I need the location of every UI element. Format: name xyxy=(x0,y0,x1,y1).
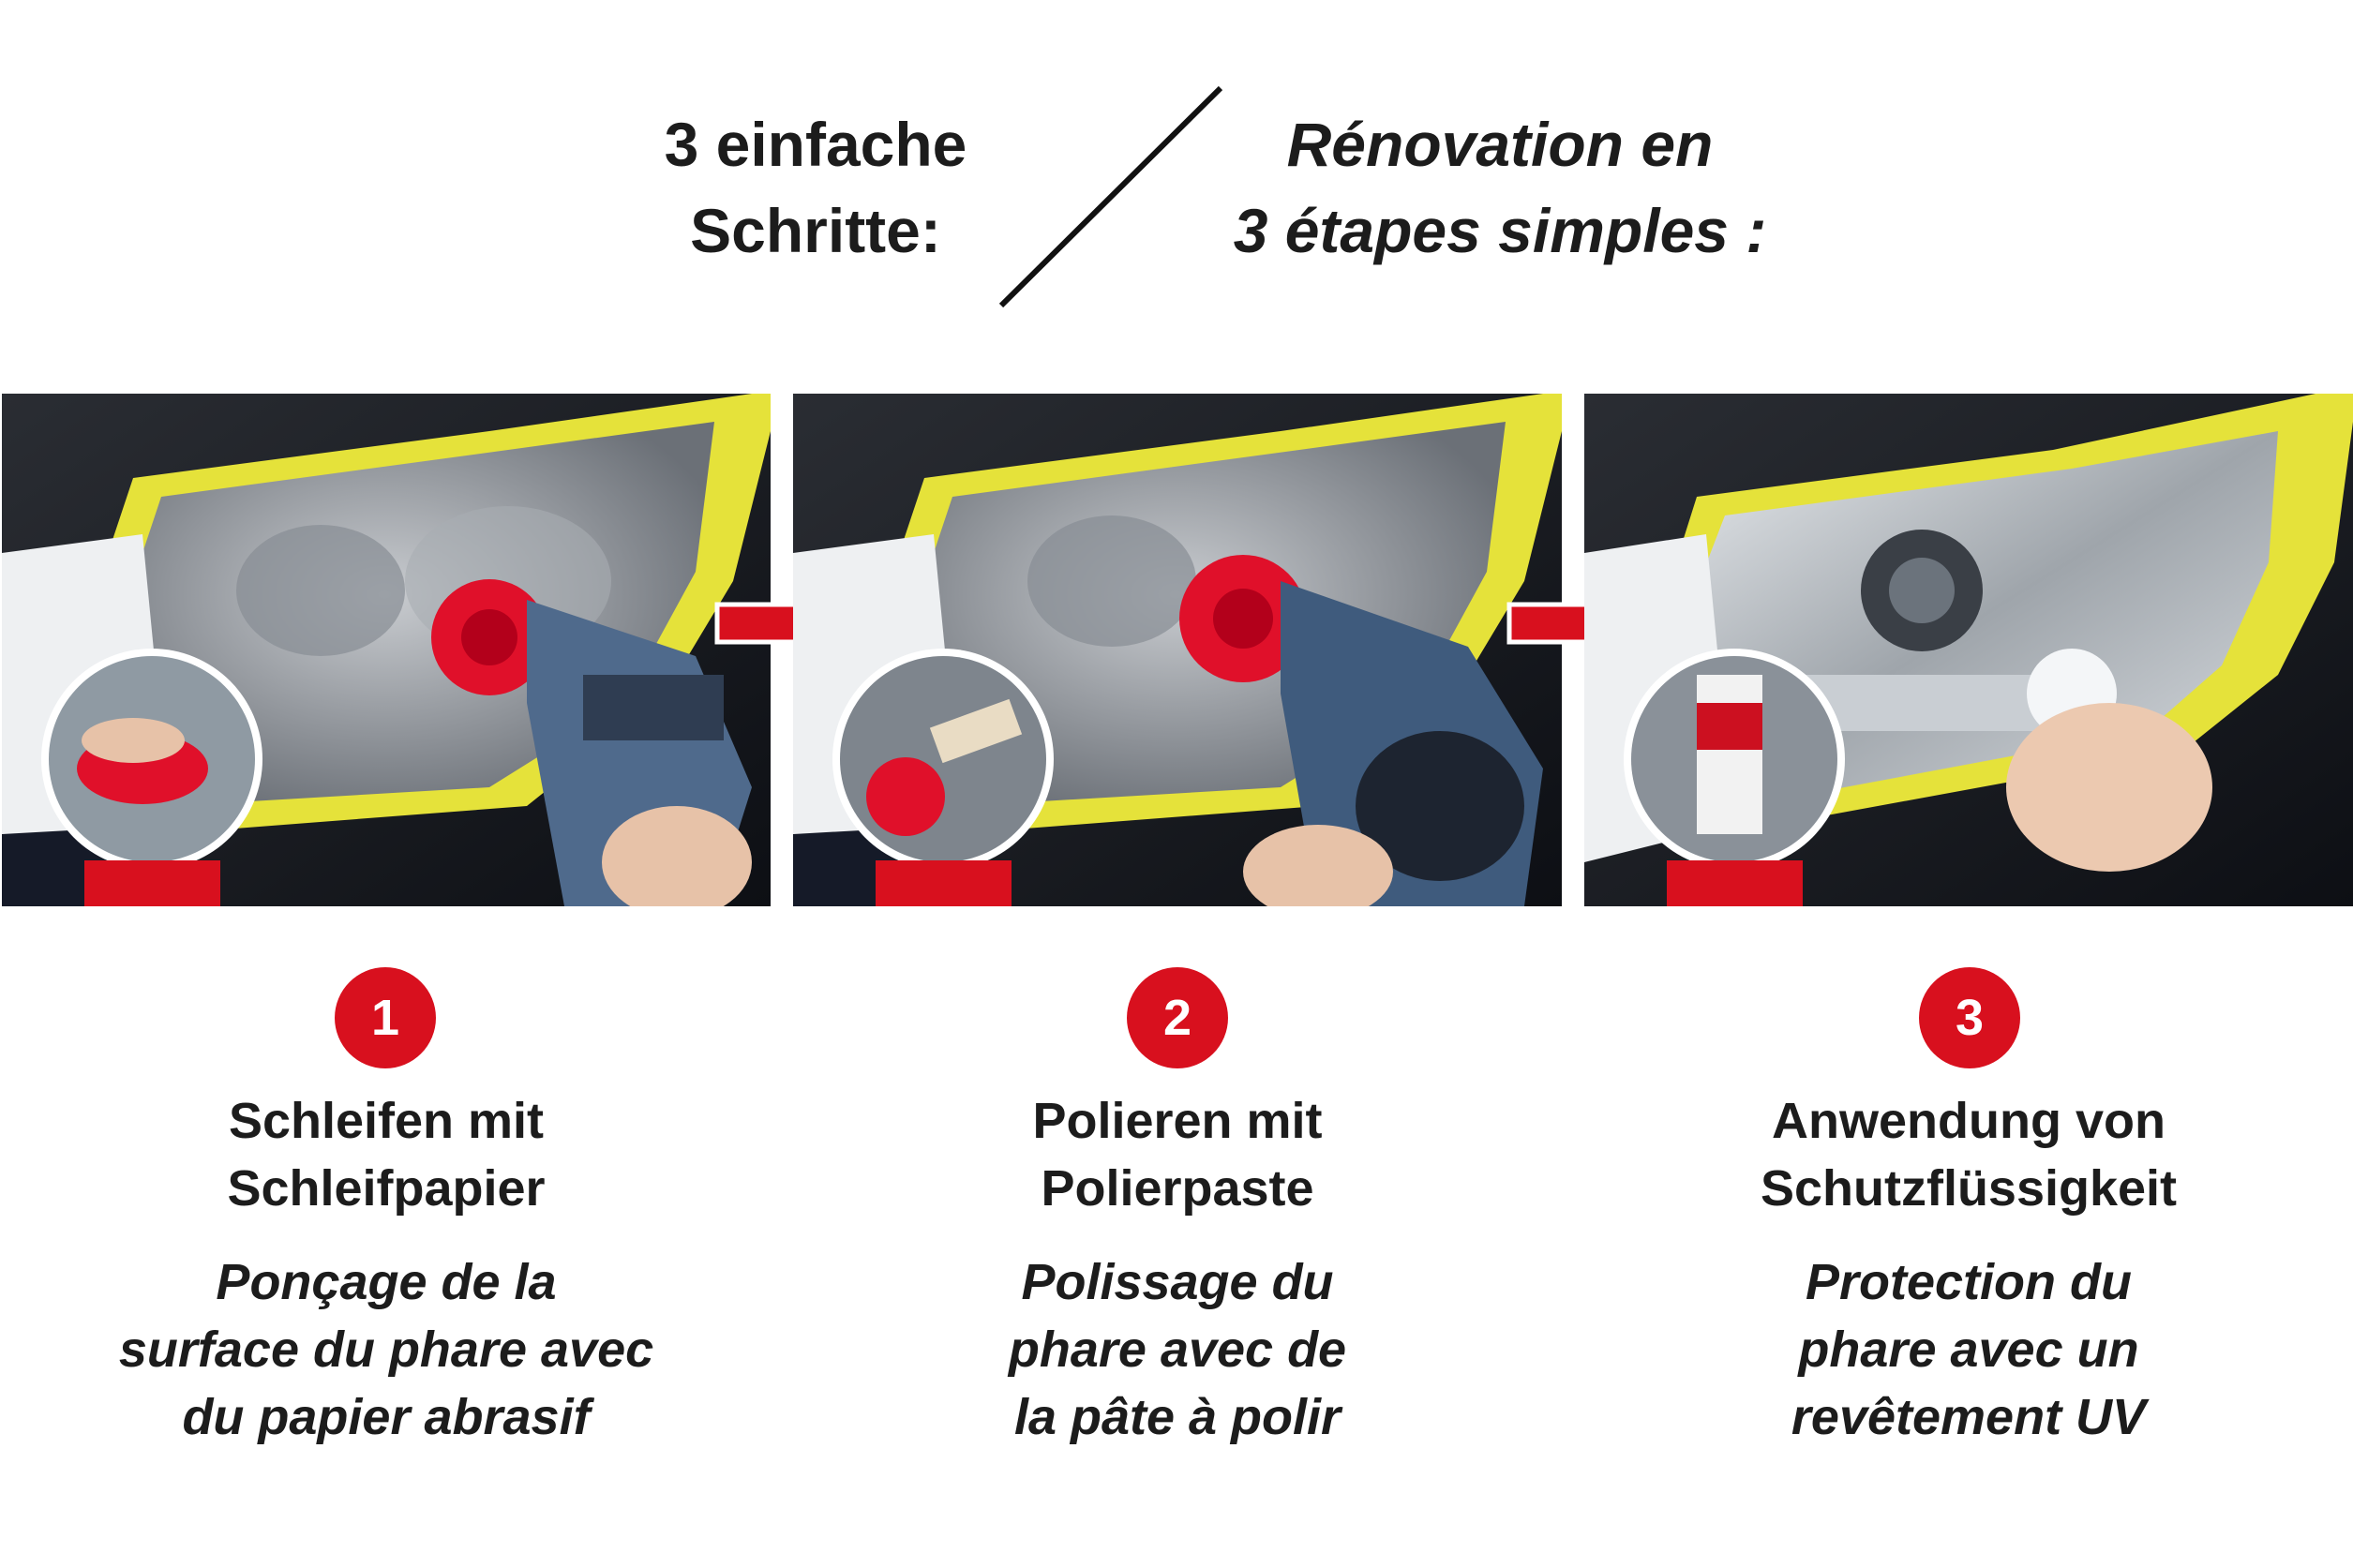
step-1-german xyxy=(2,1087,771,1222)
photo-step-2 xyxy=(793,394,1562,906)
step-caption-1 xyxy=(2,1087,771,1451)
step-3-french-line-3: revêtement UV xyxy=(1791,1389,2147,1445)
step-1-french xyxy=(2,1248,771,1451)
step-caption-2 xyxy=(793,1087,1562,1451)
header-french-line-1: Rénovation en xyxy=(1286,110,1714,179)
step-2-german-line-2: Polierpaste xyxy=(1041,1160,1314,1217)
drill-sanding-headlight-photo xyxy=(2,394,771,906)
step-3-french xyxy=(1584,1248,2353,1451)
step-2-french-line-3: la pâte à polir xyxy=(1013,1389,1341,1445)
step-2-french xyxy=(793,1248,1562,1451)
step-number-badge-3: 3 xyxy=(1919,967,2020,1068)
header-french-line-2: 3 étapes simples : xyxy=(1233,196,1767,265)
step-3-german-line-1: Anwendung von xyxy=(1772,1093,2166,1149)
step-2-german-line-1: Polieren mit xyxy=(1032,1093,1323,1149)
cloth-coating-headlight-photo xyxy=(1584,394,2353,906)
step-2-german xyxy=(793,1087,1562,1222)
step-1-french-line-2: surface du phare avec xyxy=(118,1322,654,1378)
photo-step-3 xyxy=(1584,394,2353,906)
header-german-line-2: Schritte: xyxy=(690,196,941,265)
step-number-badge-2: 2 xyxy=(1127,967,1228,1068)
step-1-french-line-3: du papier abrasif xyxy=(182,1389,591,1445)
step-1-german-line-2: Schleifpapier xyxy=(227,1160,546,1217)
step-2-french-line-1: Polissage du xyxy=(1021,1254,1334,1310)
photo-step-1 xyxy=(2,394,771,906)
step-3-french-line-2: phare avec un xyxy=(1798,1322,2139,1378)
step-1-german-line-1: Schleifen mit xyxy=(228,1093,545,1149)
step-1-french-line-1: Ponçage de la xyxy=(216,1254,557,1310)
header-german-line-1: 3 einfache xyxy=(664,110,967,179)
step-2-french-line-2: phare avec de xyxy=(1008,1322,1347,1378)
header-french xyxy=(1162,101,1837,274)
step-3-french-line-1: Protection du xyxy=(1806,1254,2132,1310)
drill-polishing-headlight-photo xyxy=(793,394,1562,906)
step-caption-3 xyxy=(1584,1087,2353,1451)
step-3-german xyxy=(1584,1087,2353,1222)
step-3-german-line-2: Schutzflüssigkeit xyxy=(1760,1160,2178,1217)
step-number-badge-1: 1 xyxy=(335,967,436,1068)
